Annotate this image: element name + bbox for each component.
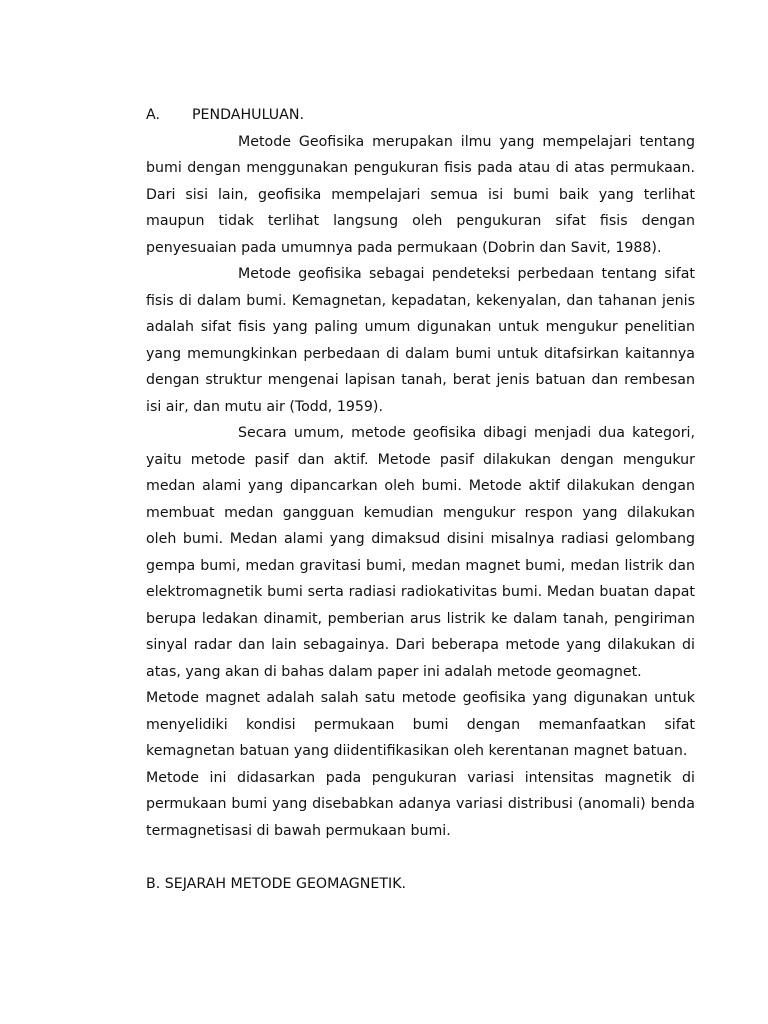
paragraph-1: Metode Geofisika merupakan ilmu yang mempelajari tentang bumi dengan menggunakan pengukuran fisis pada atau di atas permukaan. Dari sisi lain, geofisika mempelajari semua isi bumi baik yang terlihat maupun tidak terlihat langsung oleh pengukuran sifat fisis dengan penyesuaian pada umumnya pada permukaan (Dobrin dan Savit, 1988).	[146, 133, 695, 256]
paragraph-4: Metode magnet adalah salah satu metode geofisika yang digunakan untuk menyelidiki kondisi permukaan bumi dengan memanfaatkan sifat kemagnetan batuan yang diidentifikasikan oleh kerentanan magnet batuan.	[146, 690, 695, 759]
paragraph-5: Metode ini didasarkan pada pengukuran variasi intensitas magnetik di permukaan bumi yang disebabkan adanya variasi distribusi (anomali) benda termagnetisasi di bawah permukaan bumi.	[146, 769, 695, 839]
document-page	[146, 102, 695, 897]
section-a-heading	[146, 102, 695, 129]
section-b-heading: B. SEJARAH METODE GEOMAGNETIK.	[146, 875, 407, 892]
paragraph-3: Secara umum, metode geofisika dibagi menjadi dua kategori, yaitu metode pasif dan aktif. Metode pasif dilakukan dengan mengukur medan alami yang dipancarkan oleh bumi. Metode aktif dilakukan dengan membuat medan gangguan kemudian mengukur respon yang dilakukan oleh bumi. Medan alami yang dimaksud disini misalnya radiasi gelombang gempa bumi, medan gravitasi bumi, medan magnet bumi, medan listrik dan elektromagnetik bumi serta radiasi radiokativitas bumi. Medan buatan dapat berupa ledakan dinamit, pemberian arus listrik ke dalam tanah, pengiriman sinyal radar dan lain sebagainya. Dari beberapa metode yang dilakukan di atas, yang akan di bahas dalam paper ini adalah metode geomagnet.	[146, 425, 695, 680]
paragraph-2: Metode geofisika sebagai pendeteksi perbedaan tentang sifat fisis di dalam bumi. Kemagnetan, kepadatan, kekenyalan, dan tahanan jenis adalah sifat fisis yang paling umum digunakan untuk mengukur penelitian yang memungkinkan perbedaan di dalam bumi untuk ditafsirkan kaitannya dengan struktur mengenai lapisan tanah, berat jenis batuan dan rembesan isi air, dan mutu air (Todd, 1959).	[146, 266, 695, 415]
section-spacer	[146, 844, 695, 871]
section-a-number: A.	[146, 107, 160, 123]
section-a-title: PENDAHULUAN.	[192, 107, 304, 123]
